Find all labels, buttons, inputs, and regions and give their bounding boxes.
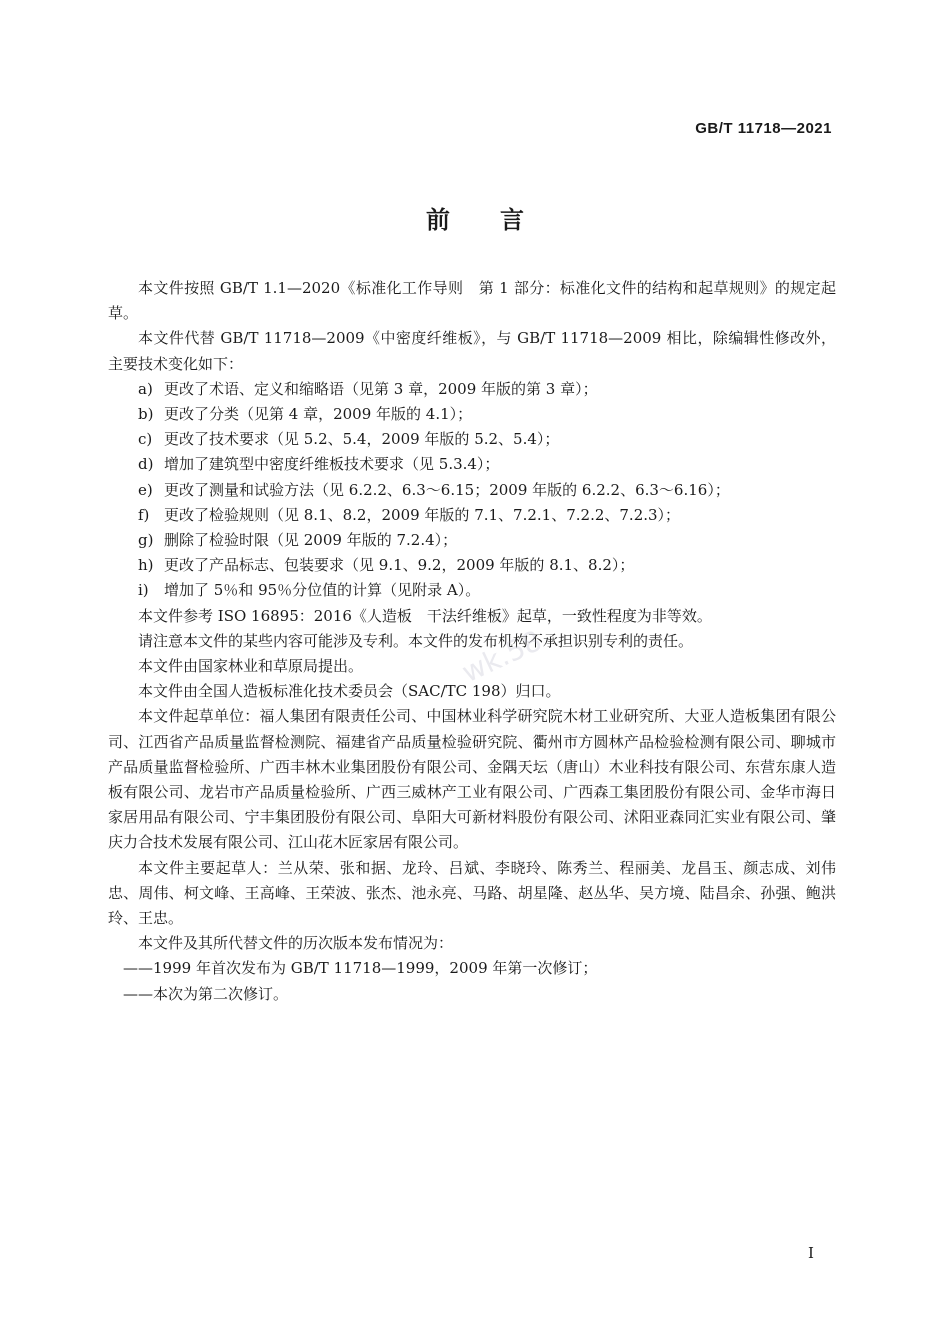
list-marker: a)	[138, 379, 153, 398]
list-item-text: 更改了术语、定义和缩略语（见第 3 章，2009 年版的第 3 章）；	[164, 379, 598, 398]
paragraph: 本文件参考 ISO 16895：2016《人造板 干法纤维板》起草，一致性程度为非等效。	[138, 606, 712, 625]
list-item	[108, 427, 836, 452]
page-title: 前言	[426, 206, 574, 234]
list-marker: d)	[138, 455, 154, 474]
list-item-text: 更改了测量和试验方法（见 6.2.2、6.3～6.15；2009 年版的 6.2.2、6.3～6.16）；	[164, 480, 730, 499]
list-marker: g)	[138, 531, 154, 550]
list-item	[108, 452, 836, 477]
list-marker: c)	[138, 430, 153, 449]
list-item-text: 增加了建筑型中密度纤维板技术要求（见 5.3.4）；	[164, 455, 500, 474]
paragraph: 本文件代替 GB/T 11718—2009《中密度纤维板》，与 GB/T 11718—2009 相比，除编辑性修改外，主要技术变化如下：	[108, 329, 836, 373]
list-item	[108, 553, 836, 578]
list-marker: f)	[138, 505, 150, 524]
standard-code: GB/T 11718—2021	[695, 120, 832, 137]
list-item-text: 更改了产品标志、包装要求（见 9.1、9.2，2009 年版的 8.1、8.2）；	[164, 556, 635, 575]
list-marker: b)	[138, 405, 154, 424]
list-item-text: 删除了检验时限（见 2009 年版的 7.2.4）；	[164, 531, 458, 550]
list-item	[108, 377, 836, 402]
paragraph: 本文件及其所代替文件的历次版本发布情况为：	[138, 934, 454, 953]
list-item	[108, 528, 836, 553]
paragraph: 本文件由国家林业和草原局提出。	[138, 657, 364, 676]
list-marker: i)	[138, 581, 149, 600]
paragraph: 本文件由全国人造板标准化技术委员会（SAC/TC 198）归口。	[138, 682, 561, 701]
list-marker: e)	[138, 480, 153, 499]
list-item-text: 更改了技术要求（见 5.2、5.4，2009 年版的 5.2、5.4）；	[164, 430, 560, 449]
list-marker: h)	[138, 556, 154, 575]
page-number: I	[808, 1244, 814, 1262]
list-item-text: 增加了 5％和 95％分位值的计算（见附录 A）。	[164, 581, 481, 600]
list-item	[108, 402, 836, 427]
watermark: wk.58	[456, 623, 547, 690]
drafters-paragraph: 本文件主要起草人：兰从荣、张和据、龙玲、吕斌、李晓玲、陈秀兰、程丽美、龙昌玉、颜志成、刘伟忠、周伟、柯文峰、王高峰、王荣波、张杰、池永亮、马路、胡星隆、赵丛华、吴方境、陆昌余、孙强、鲍洪玲、王忠。	[108, 858, 836, 928]
list-item-text: 更改了检验规则（见 8.1、8.2，2009 年版的 7.1、7.2.1、7.2.2、7.2.3）；	[164, 505, 681, 524]
paragraph: 请注意本文件的某些内容可能涉及专利。本文件的发布机构不承担识别专利的责任。	[138, 631, 694, 650]
history-item: ——本次为第二次修订。	[123, 984, 289, 1003]
list-item	[108, 503, 836, 528]
history-item: ——1999 年首次发布为 GB/T 11718—1999，2009 年第一次修订；	[123, 959, 598, 978]
list-item	[108, 478, 836, 503]
paragraph: 本文件按照 GB/T 1.1—2020《标准化工作导则 第 1 部分：标准化文件的结构和起草规则》的规定起草。	[108, 279, 836, 323]
list-item-text: 更改了分类（见第 4 章，2009 年版的 4.1）；	[164, 405, 473, 424]
document-body	[108, 276, 836, 1007]
list-item	[108, 578, 836, 603]
changes-list	[108, 377, 836, 604]
drafting-units-paragraph: 本文件起草单位：福人集团有限责任公司、中国林业科学研究院木材工业研究所、大亚人造板集团有限公司、江西省产品质量监督检测院、福建省产品质量检验研究院、衢州市方圆林产品检验检测有限公司、聊城市产品质量监督检验所、广西丰林木业集团股份有限公司、金隅天坛（唐山）木业科技有限公司、东营东康人造板有限公司、龙岩市产品质量检验所、广西三威林产工业有限公司、广西森工集团股份有限公司、金华市海日家居用品有限公司、宁丰集团股份有限公司、阜阳大可新材料股份有限公司、沭阳亚森同汇实业有限公司、肇庆力合技术发展有限公司、江山花木匠家居有限公司。	[108, 707, 836, 852]
